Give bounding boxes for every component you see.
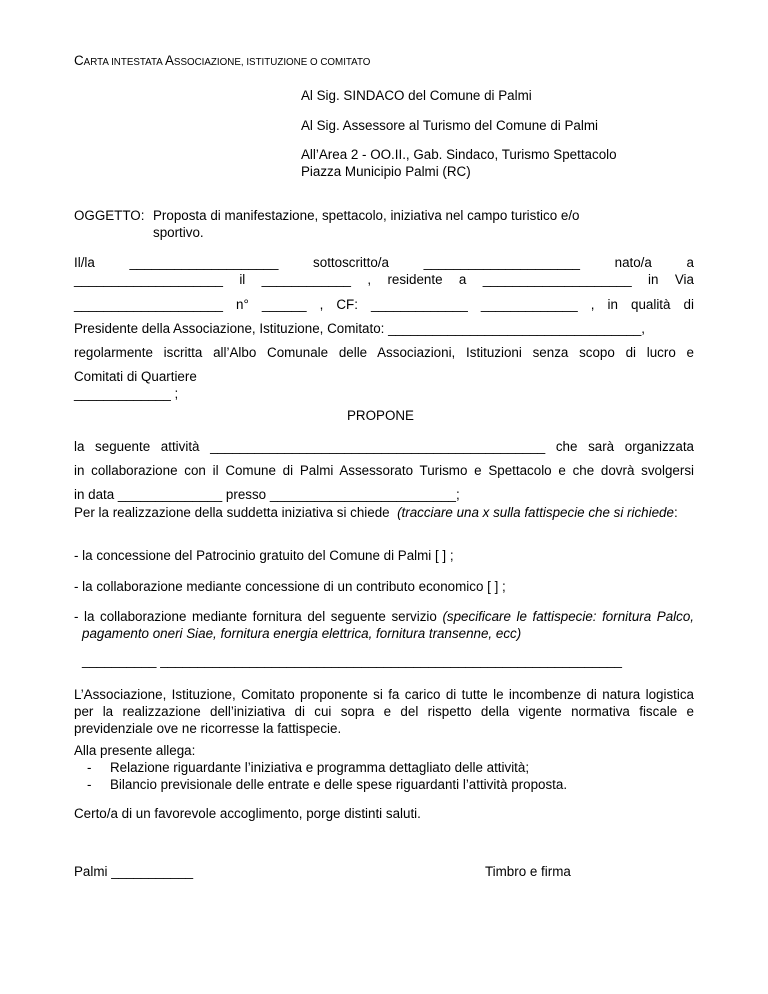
activity-line-3: in data ______________ presso _________________________; [74, 487, 460, 502]
cf-blank-1[interactable]: _____________ [371, 297, 468, 312]
attachment-item-2: Bilancio previsionale delle entrate e delle spese riguardanti l’attività proposta. [110, 777, 568, 792]
cf-blank-2[interactable]: _____________ [480, 297, 578, 312]
form-row-registered: regolarmente iscritta all’Albo Comunale delle Associazioni, Istituzioni senza scopo di lucro e [74, 345, 694, 360]
request-paragraph: Per la realizzazione della suddetta iniziativa si chiede (tracciare una x sulla fattispecie che si richiede: [74, 505, 678, 520]
subject-text-1: Proposta di manifestazione, spettacolo, iniziativa nel campo turistico e/o [153, 208, 580, 223]
option-service-blank[interactable]: __________ ______________________________________________________________ [82, 653, 622, 668]
option-contribution[interactable]: - la collaborazione mediante concessione di un contributo economico [ ] ; [74, 579, 506, 594]
addressee-mayor: Al Sig. SINDACO del Comune di Palmi [301, 88, 532, 103]
option-service[interactable]: - la collaborazione mediante fornitura del seguente servizio (specificare le fattispecie: fornitura Palco, pagamento oneri Siae, fornitura energia elettrica, fornitura transenne, ecc) [74, 609, 695, 641]
attachment-bullet-1: - [87, 760, 92, 775]
attachments-intro: Alla presente allega: [74, 743, 196, 758]
street-blank[interactable]: ____________________ [74, 297, 223, 312]
attachment-bullet-2: - [87, 777, 92, 792]
propone-heading: PROPONE [347, 408, 414, 423]
number-blank[interactable]: ______ [261, 297, 307, 312]
signature-label: Timbro e firma [485, 864, 571, 879]
subject-text-2: sportivo. [153, 225, 204, 240]
form-row-birth: ____________________ il ____________ , residente a ____________________ in Via [74, 272, 694, 287]
form-row-committees: Comitati di Quartiere [74, 369, 197, 384]
residence-blank[interactable]: ____________________ [482, 272, 632, 287]
addressee-area: All’Area 2 - OO.II., Gab. Sindaco, Turismo Spettacolo [301, 147, 617, 162]
responsibility-paragraph: L’Associazione, Istituzione, Comitato proponente si fa carico di tutte le incombenze di natura logistica per la realizzazione dell’iniziativa di cui sopra e del rispetto della vigente normativa fiscale e previdenziale ove ne ricorresse la fattispecie. [74, 687, 694, 736]
form-row-name: Il/la ____________________ sottoscritto/a _____________________ nato/a a [74, 255, 694, 270]
subject-label: OGGETTO: [74, 208, 145, 223]
activity-line-2: in collaborazione con il Comune di Palmi Assessorato Turismo e Spettacolo e che dovrà svolgersi [74, 463, 694, 478]
birthplace-blank[interactable]: _____________________ [423, 255, 580, 270]
activity-line-1: la seguente attività _____________________________________________ che sarà organizzata [74, 439, 694, 454]
option-patronage[interactable]: - la concessione del Patrocinio gratuito del Comune di Palmi [ ] ; [74, 548, 454, 563]
form-row-president: Presidente della Associazione, Istituzione, Comitato: __________________________________, [74, 321, 646, 336]
form-row-address: ____________________ n° ______ , CF: _____________ _____________ , in qualità di [74, 297, 694, 312]
letterhead: CARTA INTESTATA ASSOCIAZIONE, ISTITUZIONE O COMITATO [74, 53, 371, 68]
closing-line: Certo/a di un favorevole accoglimento, porge distinti saluti. [74, 806, 421, 821]
birthdate-blank[interactable]: ____________ [261, 272, 351, 287]
place-date[interactable]: Palmi ___________ [74, 864, 194, 879]
attachment-item-1: Relazione riguardante l’iniziativa e programma dettagliato delle attività; [110, 760, 530, 775]
form-row-blank[interactable]: _____________ ; [74, 386, 179, 401]
addressee-address: Piazza Municipio Palmi (RC) [301, 164, 471, 179]
addressee-assessor: Al Sig. Assessore al Turismo del Comune di Palmi [301, 118, 598, 133]
name-blank[interactable]: ____________________ [129, 255, 279, 270]
